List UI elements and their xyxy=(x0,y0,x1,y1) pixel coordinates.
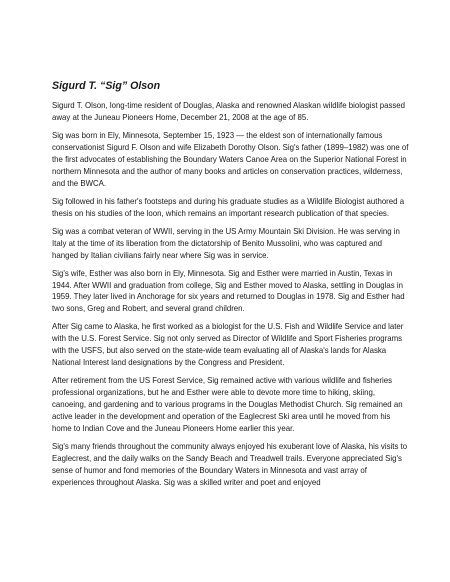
paragraph-7: After retirement from the US Forest Service, Sig remained active with various wildlife and fisheries professional organizations, but he and Esther were able to devote more time to hiking, skiing, canoeing, and gardening and to various programs in the Douglas Methodist Church. Sig remained an active leader in the development and operation of the Eaglecrest Ski area until he moved from his home to Indian Cove and the Juneau Pioneers Home earlier this year. xyxy=(52,376,403,433)
paragraph-5: Sig's wife, Esther was also born in Ely, Minnesota. Sig and Esther were married in Austin, Texas in 1944. After WWII and graduation from college, Sig and Esther moved to Alaska, settling in Douglas in 1959. They later lived in Anchorage for six years and returned to Douglas in 1978. Sig and Esther had two sons, Greg and Robert, and several grand children. xyxy=(52,268,405,314)
paragraph-6: After Sig came to Alaska, he first worked as a biologist for the U.S. Fish and Wildlife Service and later with the U.S. Forest Service. Sig not only served as Director of Wildlife and Sport Fisheries programs with the USFS, but also served on the state-wide team evaluating all of Alaska's lands for Alaska National Interest land designations by the Congress and President. xyxy=(52,322,404,368)
paragraph-3: Sig followed in his father's footsteps and during his graduate studies as a Wildlife Biologist authored a thesis on his studies of the loon, which remains an important research publication of that species. xyxy=(52,196,405,218)
paragraph-8: Sig's many friends throughout the community always enjoyed his exuberant love of Alaska, his visits to Eaglecrest, and the daily walks on the Sandy Beach and Treadwell trails. Everyone appreciated Sig's sense of humor and fond memories of the Boundary Waters in Minnesota and vast array of experiences throughout Alaska. Sig was a skilled writer and poet and enjoyed xyxy=(52,441,408,487)
paragraph-4: Sig was a combat veteran of WWII, serving in the US Army Mountain Ski Division. He was serving in Italy at the time of its liberation from the dictatorship of Benito Mussolini, who was captured and hanged by Italian civilians fairly near where Sig was in service. xyxy=(52,226,400,260)
obituary-document xyxy=(52,80,410,495)
paragraph-2: Sig was born in Ely, Minnesota, September 15, 1923 — the eldest son of internationally famous conservationist Sigurd F. Olson and wife Elizabeth Dorothy Olson. Sig's father (1899–1982) was one of the first advocates of establishing the Boundary Waters Canoe Area on the Superior National Forest in northern Minnesota and the author of many books and articles on conservation practices, wilderness, and the BWCA. xyxy=(52,131,409,188)
document-title: Sigurd T. “Sig” Olson xyxy=(52,80,161,92)
paragraph-1: Sigurd T. Olson, long-time resident of Douglas, Alaska and renowned Alaskan wildlife biologist passed away at the Juneau Pioneers Home, December 21, 2008 at the age of 85. xyxy=(52,101,406,122)
